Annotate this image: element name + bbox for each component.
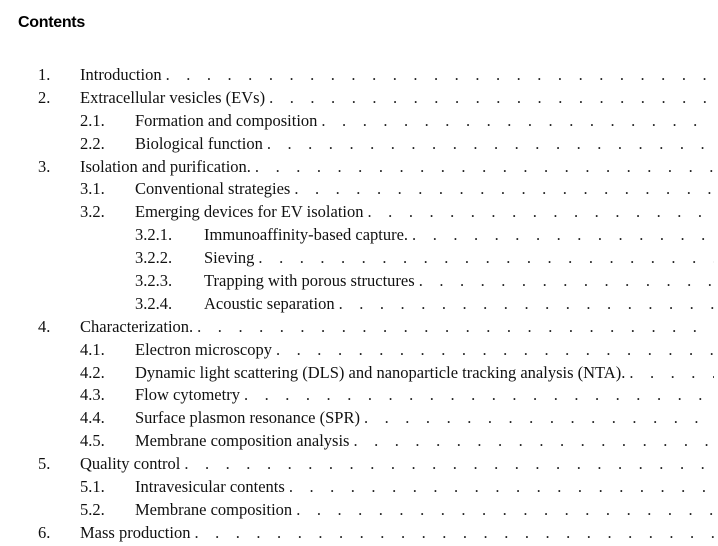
toc-entry-title[interactable]: Membrane composition analysis bbox=[135, 431, 350, 451]
dot-leader bbox=[263, 133, 714, 156]
toc-entry-number: 5.2. bbox=[80, 499, 105, 519]
toc-entry-number: 3. bbox=[38, 156, 51, 176]
dot-leader bbox=[625, 362, 714, 385]
toc-entry-number: 4. bbox=[38, 316, 51, 336]
contents-heading: Contents bbox=[18, 14, 85, 31]
toc-entry[interactable] bbox=[0, 156, 718, 179]
dot-leader bbox=[285, 476, 714, 499]
toc-entry-number: 2.2. bbox=[80, 133, 105, 153]
toc-entry[interactable] bbox=[0, 110, 718, 133]
toc-entry-title[interactable]: Immunoaffinity-based capture. bbox=[204, 225, 409, 245]
dot-leader bbox=[162, 64, 714, 87]
toc-entry[interactable] bbox=[0, 133, 718, 156]
toc-entry[interactable] bbox=[0, 430, 718, 453]
toc-entry-title[interactable]: Membrane composition bbox=[135, 499, 293, 519]
toc-entry-number: 4.3. bbox=[80, 385, 105, 405]
toc-entry-number: 1. bbox=[38, 65, 51, 84]
toc-entry-number: 2. bbox=[38, 87, 51, 107]
toc-entry-number: 3.2. bbox=[80, 202, 105, 222]
toc-entry-number: 6. bbox=[38, 522, 51, 542]
dot-leader bbox=[240, 384, 714, 407]
dot-leader bbox=[335, 293, 714, 316]
toc-entry[interactable] bbox=[0, 453, 718, 476]
toc-entry[interactable] bbox=[0, 64, 718, 87]
toc-entry-title[interactable]: Mass production bbox=[80, 522, 191, 542]
toc-entry[interactable] bbox=[0, 270, 718, 293]
toc-entry-number: 4.2. bbox=[80, 362, 105, 382]
toc-entry-number: 3.2.2. bbox=[135, 248, 173, 268]
toc-entry-title[interactable]: Extracellular vesicles (EVs) bbox=[80, 87, 266, 107]
dot-leader bbox=[360, 407, 714, 430]
toc-entry-number: 4.4. bbox=[80, 408, 105, 428]
toc-entry-number: 2.1. bbox=[80, 110, 105, 130]
toc-entry-title[interactable]: Biological function bbox=[135, 133, 263, 153]
toc-entry[interactable] bbox=[0, 224, 718, 247]
toc-entry[interactable] bbox=[0, 522, 718, 545]
dot-leader bbox=[364, 201, 714, 224]
toc-entry-number: 3.1. bbox=[80, 179, 105, 199]
toc-entry[interactable] bbox=[0, 178, 718, 201]
toc-entry-title[interactable]: Characterization. bbox=[80, 316, 194, 336]
toc-entry-number: 5.1. bbox=[80, 477, 105, 497]
toc-entry-title[interactable]: Surface plasmon resonance (SPR) bbox=[135, 408, 360, 428]
toc-entry[interactable] bbox=[0, 293, 718, 316]
toc-entry-number: 3.2.4. bbox=[135, 293, 173, 313]
toc-entry-number: 4.1. bbox=[80, 339, 105, 359]
toc-entry-number: 5. bbox=[38, 454, 51, 474]
dot-leader bbox=[292, 499, 714, 522]
dot-leader bbox=[349, 430, 714, 453]
toc-entry[interactable] bbox=[0, 499, 718, 522]
toc-entry[interactable] bbox=[0, 316, 718, 339]
toc-entry[interactable] bbox=[0, 339, 718, 362]
dot-leader bbox=[180, 453, 714, 476]
dot-leader bbox=[251, 156, 714, 179]
dot-leader bbox=[265, 87, 714, 110]
toc-entry-title[interactable]: Dynamic light scattering (DLS) and nanoparticle tracking analysis (NTA). bbox=[135, 362, 626, 382]
toc-entry-title[interactable]: Acoustic separation bbox=[204, 293, 335, 313]
dot-leader bbox=[254, 247, 714, 270]
toc-entry-title[interactable]: Isolation and purification. bbox=[80, 156, 251, 176]
toc-entry-title[interactable]: Introduction bbox=[80, 65, 162, 84]
toc-entry-number: 4.5. bbox=[80, 431, 105, 451]
toc-entry-number: 3.2.1. bbox=[135, 225, 173, 245]
toc-entry-title[interactable]: Flow cytometry bbox=[135, 385, 240, 405]
dot-leader bbox=[415, 270, 714, 293]
toc-entry[interactable] bbox=[0, 362, 718, 385]
toc-entry[interactable] bbox=[0, 407, 718, 430]
toc-entry-title[interactable]: Emerging devices for EV isolation bbox=[135, 202, 364, 222]
dot-leader bbox=[290, 178, 714, 201]
toc-entry-title[interactable]: Quality control bbox=[80, 454, 181, 474]
toc-entry[interactable] bbox=[0, 384, 718, 407]
dot-leader bbox=[317, 110, 714, 133]
toc-entry[interactable] bbox=[0, 247, 718, 270]
dot-leader bbox=[190, 522, 714, 545]
toc-entry-title[interactable]: Intravesicular contents bbox=[135, 477, 285, 497]
toc-entry-title[interactable]: Sieving bbox=[204, 248, 255, 268]
toc-entry[interactable] bbox=[0, 201, 718, 224]
toc-entry-title[interactable]: Electron microscopy bbox=[135, 339, 272, 359]
toc-entry[interactable] bbox=[0, 476, 718, 499]
toc-entry[interactable] bbox=[0, 87, 718, 110]
dot-leader bbox=[272, 339, 714, 362]
table-of-contents bbox=[0, 64, 718, 545]
dot-leader bbox=[408, 224, 714, 247]
toc-entry-title[interactable]: Conventional strategies bbox=[135, 179, 291, 199]
toc-entry-title[interactable]: Formation and composition bbox=[135, 110, 318, 130]
toc-entry-number: 3.2.3. bbox=[135, 271, 173, 291]
toc-entry-title[interactable]: Trapping with porous structures bbox=[204, 271, 415, 291]
dot-leader bbox=[193, 316, 714, 339]
